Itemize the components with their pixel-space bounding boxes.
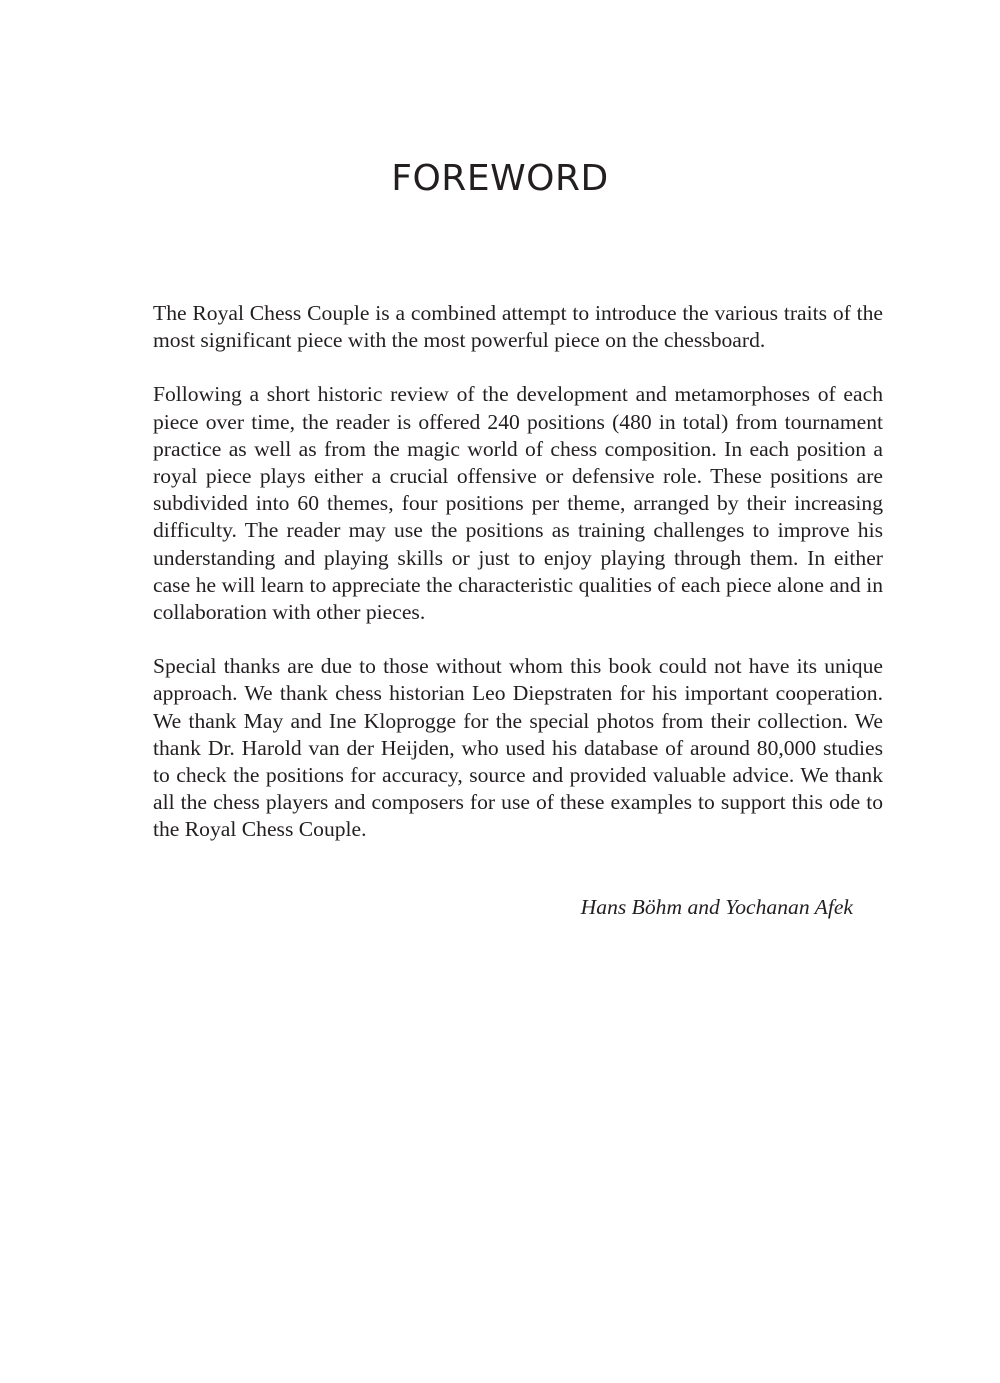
paragraph-positions: Following a short historic review of the development and metamorphoses of each piece over time, the reader is offered 240 positions (480 in total) from tournament practice as well as from the magic world of chess composition. In each position a royal piece plays either a crucial offensive or defensive role. These positions are subdivided into 60 themes, four positions per theme, arranged by their increasing difficulty. The reader may use the positions as training challenges to improve his understanding and playing skills or just to enjoy playing through them. In either case he will learn to appreciate the characteristic qualities of each piece alone and in collaboration with other pieces. xyxy=(153,382,883,625)
foreword-body xyxy=(153,300,883,871)
paragraph-intro: The Royal Chess Couple is a combined attempt to introduce the various traits of the most significant piece with the most powerful piece on the chessboard. xyxy=(153,301,883,353)
page-title: FOREWORD xyxy=(391,158,609,199)
author-signature: Hans Böhm and Yochanan Afek xyxy=(580,895,853,919)
paragraph-acknowledgements: Special thanks are due to those without whom this book could not have its unique approach. We thank chess historian Leo Diepstraten for his important cooperation. We thank May and Ine Kloprogge for the special photos from their collection. We thank Dr. Harold van der Heijden, who used his database of around 80,000 studies to check the positions for accuracy, source and provided valuable advice. We thank all the chess players and composers for use of these examples to support this ode to the Royal Chess Couple. xyxy=(153,654,883,842)
